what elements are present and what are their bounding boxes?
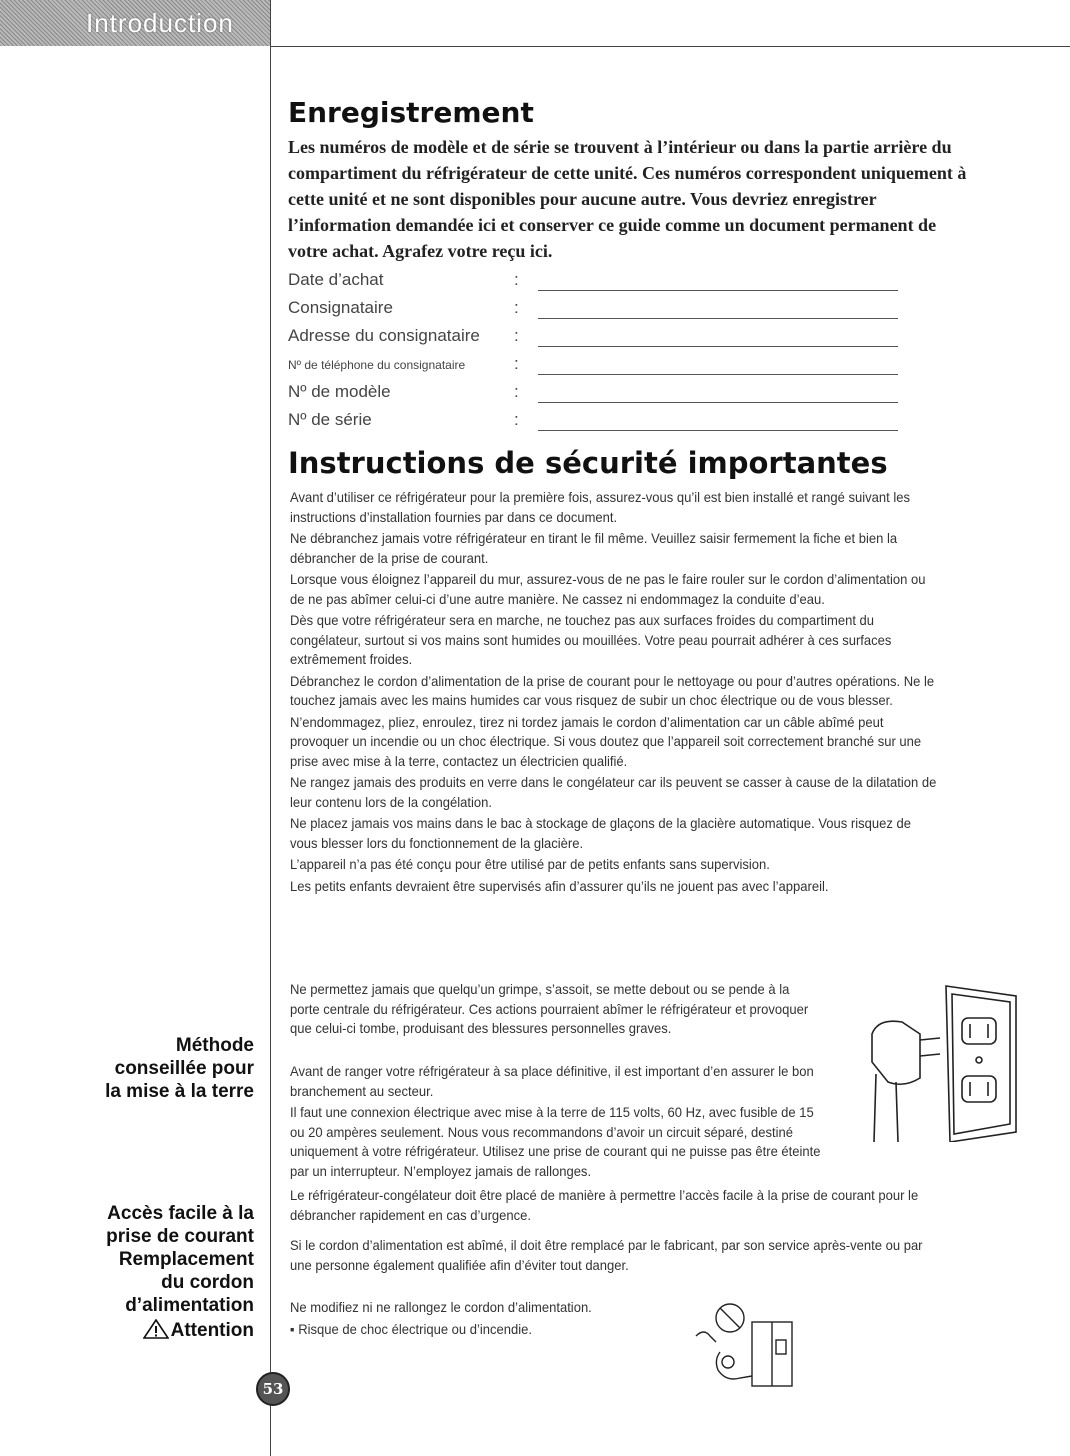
bullet-icon: ▪: [290, 1320, 299, 1337]
access-text: Le réfrigérateur-congélateur doit être placé de manière à permettre l’accès facile à la prise de courant pour le débrancher rapidement en cas d’urgence.: [290, 1187, 919, 1223]
consignee-address-field[interactable]: [538, 346, 898, 347]
form-row-serial-number: Nº de série :: [288, 408, 898, 436]
header-rule: [270, 46, 1070, 47]
form-row-model-number: Nº de modèle :: [288, 380, 898, 408]
form-row-consignee-address: Adresse du consignataire :: [288, 324, 898, 352]
page-number: 53: [256, 1372, 290, 1406]
registration-title: Enregistrement: [288, 96, 534, 129]
sidebar-label-access: Accès facile à la prise de courant: [106, 1203, 254, 1247]
attention-text: Ne modifiez ni ne rallongez le cordon d’alimentation. ▪ Risque de choc électrique ou d’incendie.: [290, 1299, 592, 1337]
sidebar-label-grounding: Méthode conseillée pour la mise à la terre: [105, 1035, 254, 1102]
safety-title: Instructions de sécurité importantes: [288, 446, 888, 480]
grounding-text: Avant de ranger votre réfrigérateur à sa place définitive, il est important d’en assurer le bon branchement au secteur. Il faut une connexion électrique avec mise à la terre de 115 volts, 60 Hz, avec fusible de 15 ou 20 ampères seulement. Nous vous recommandons d’avoir un circuit séparé, destiné uniquement à votre réfrigérateur. Utilisez une prise de courant qui ne puisse pas être éteinte par un interrupteur. N’employez jamais de rallonges.: [290, 1063, 821, 1179]
climb-warning: Ne permettez jamais que quelqu’un grimpe, s’assoit, se mette debout ou se pende à la porte centrale du réfrigérateur. Ces actions pourraient abîmer le réfrigérateur et provoquer que celui-ci tombe, produisant des blessures personnelles graves.: [290, 981, 809, 1036]
safety-paragraph: Les petits enfants devraient être supervisés afin d’assurer qu’ils ne jouent pas avec l’appareil.: [290, 877, 829, 894]
serial-number-field[interactable]: [538, 430, 898, 431]
safety-paragraph: Ne débranchez jamais votre réfrigérateur en tirant le fil même. Veuillez saisir fermement la fiche et bien la débrancher de la prise de courant.: [290, 530, 898, 566]
safety-paragraph: Dès que votre réfrigérateur sera en marche, ne touchez pas aux surfaces froides du compartiment du congélateur, surtout si vos mains sont humides ou mouillées. Votre peau pourrait adhérer à ces surfaces extrêmement froides.: [290, 612, 892, 667]
sidebar-label-attention: Attention: [143, 1319, 254, 1342]
outlet-plug-illustration: [868, 982, 1024, 1142]
model-number-field[interactable]: [538, 402, 898, 403]
sidebar-label-replacement: Remplacement du cordon d’alimentation: [118, 1249, 254, 1316]
form-row-consignee: Consignataire :: [288, 296, 898, 324]
replacement-text: Si le cordon d’alimentation est abîmé, il doit être remplacé par le fabricant, par son service après-vente ou par une personne également qualifiée afin d’éviter tout danger.: [290, 1237, 923, 1273]
safety-paragraphs: [290, 488, 941, 898]
warning-icon: [143, 1319, 169, 1339]
consignee-field[interactable]: [538, 318, 898, 319]
safety-paragraph: Lorsque vous éloignez l’appareil du mur, assurez-vous de ne pas le faire rouler sur le cordon d’alimentation ou de ne pas abîmer celui-ci d’une autre manière. Ne cassez ni endommagez la conduite d’eau.: [290, 571, 926, 607]
safety-paragraph: Ne rangez jamais des produits en verre dans le congélateur car ils peuvent se casser à cause de la dilatation de leur contenu lors de la congélation.: [290, 774, 937, 810]
form-row-consignee-phone: Nº de téléphone du consignataire :: [288, 352, 898, 380]
form-row-purchase-date: Date d’achat :: [288, 268, 898, 296]
safety-paragraph: N’endommagez, pliez, enroulez, tirez ni tordez jamais le cordon d’alimentation car un câble abîmé peut provoquer un incendie ou un choc électrique. Si vous doutez que l’appareil soit correctement branché sur une prise avec mise à la terre, contactez un électricien qualifié.: [290, 713, 922, 769]
consignee-phone-field[interactable]: [538, 374, 898, 375]
section-tab-label: Introduction: [86, 8, 234, 38]
fridge-no-extension-illustration: [690, 1300, 800, 1390]
safety-paragraph: Débranchez le cordon d’alimentation de la prise de courant pour le nettoyage ou pour d’autres opérations. Ne le touchez jamais avec les mains humides car vous risquez de subir un choc électrique ou de vous blesser.: [290, 672, 935, 708]
registration-form: [288, 268, 898, 436]
safety-paragraph: Avant d’utiliser ce réfrigérateur pour la première fois, assurez-vous qu’il est bien installé et rangé suivant les instructions d’installation fournies par dans ce document.: [290, 489, 910, 525]
margin-rule: [270, 0, 271, 1456]
purchase-date-field[interactable]: [538, 290, 898, 291]
safety-paragraph: Ne placez jamais vos mains dans le bac à stockage de glaçons de la glacière automatique. Vous risquez de vous blesser lors du fonctionnement de la glacière.: [290, 815, 911, 851]
registration-intro: Les numéros de modèle et de série se trouvent à l’intérieur ou dans la partie arrière du compartiment du réfrigérateur de cette unité. Ces numéros correspondent uniquement à cette unité et ne sont disponibles pour aucune autre. Vous devriez enregistrer l’information demandée ici et conserver ce guide comme un document permanent de votre achat. Agrafez votre reçu ici.: [288, 137, 967, 261]
section-tab: [0, 0, 271, 46]
safety-paragraph: L’appareil n’a pas été conçu pour être utilisé par de petits enfants sans supervision.: [290, 856, 770, 872]
